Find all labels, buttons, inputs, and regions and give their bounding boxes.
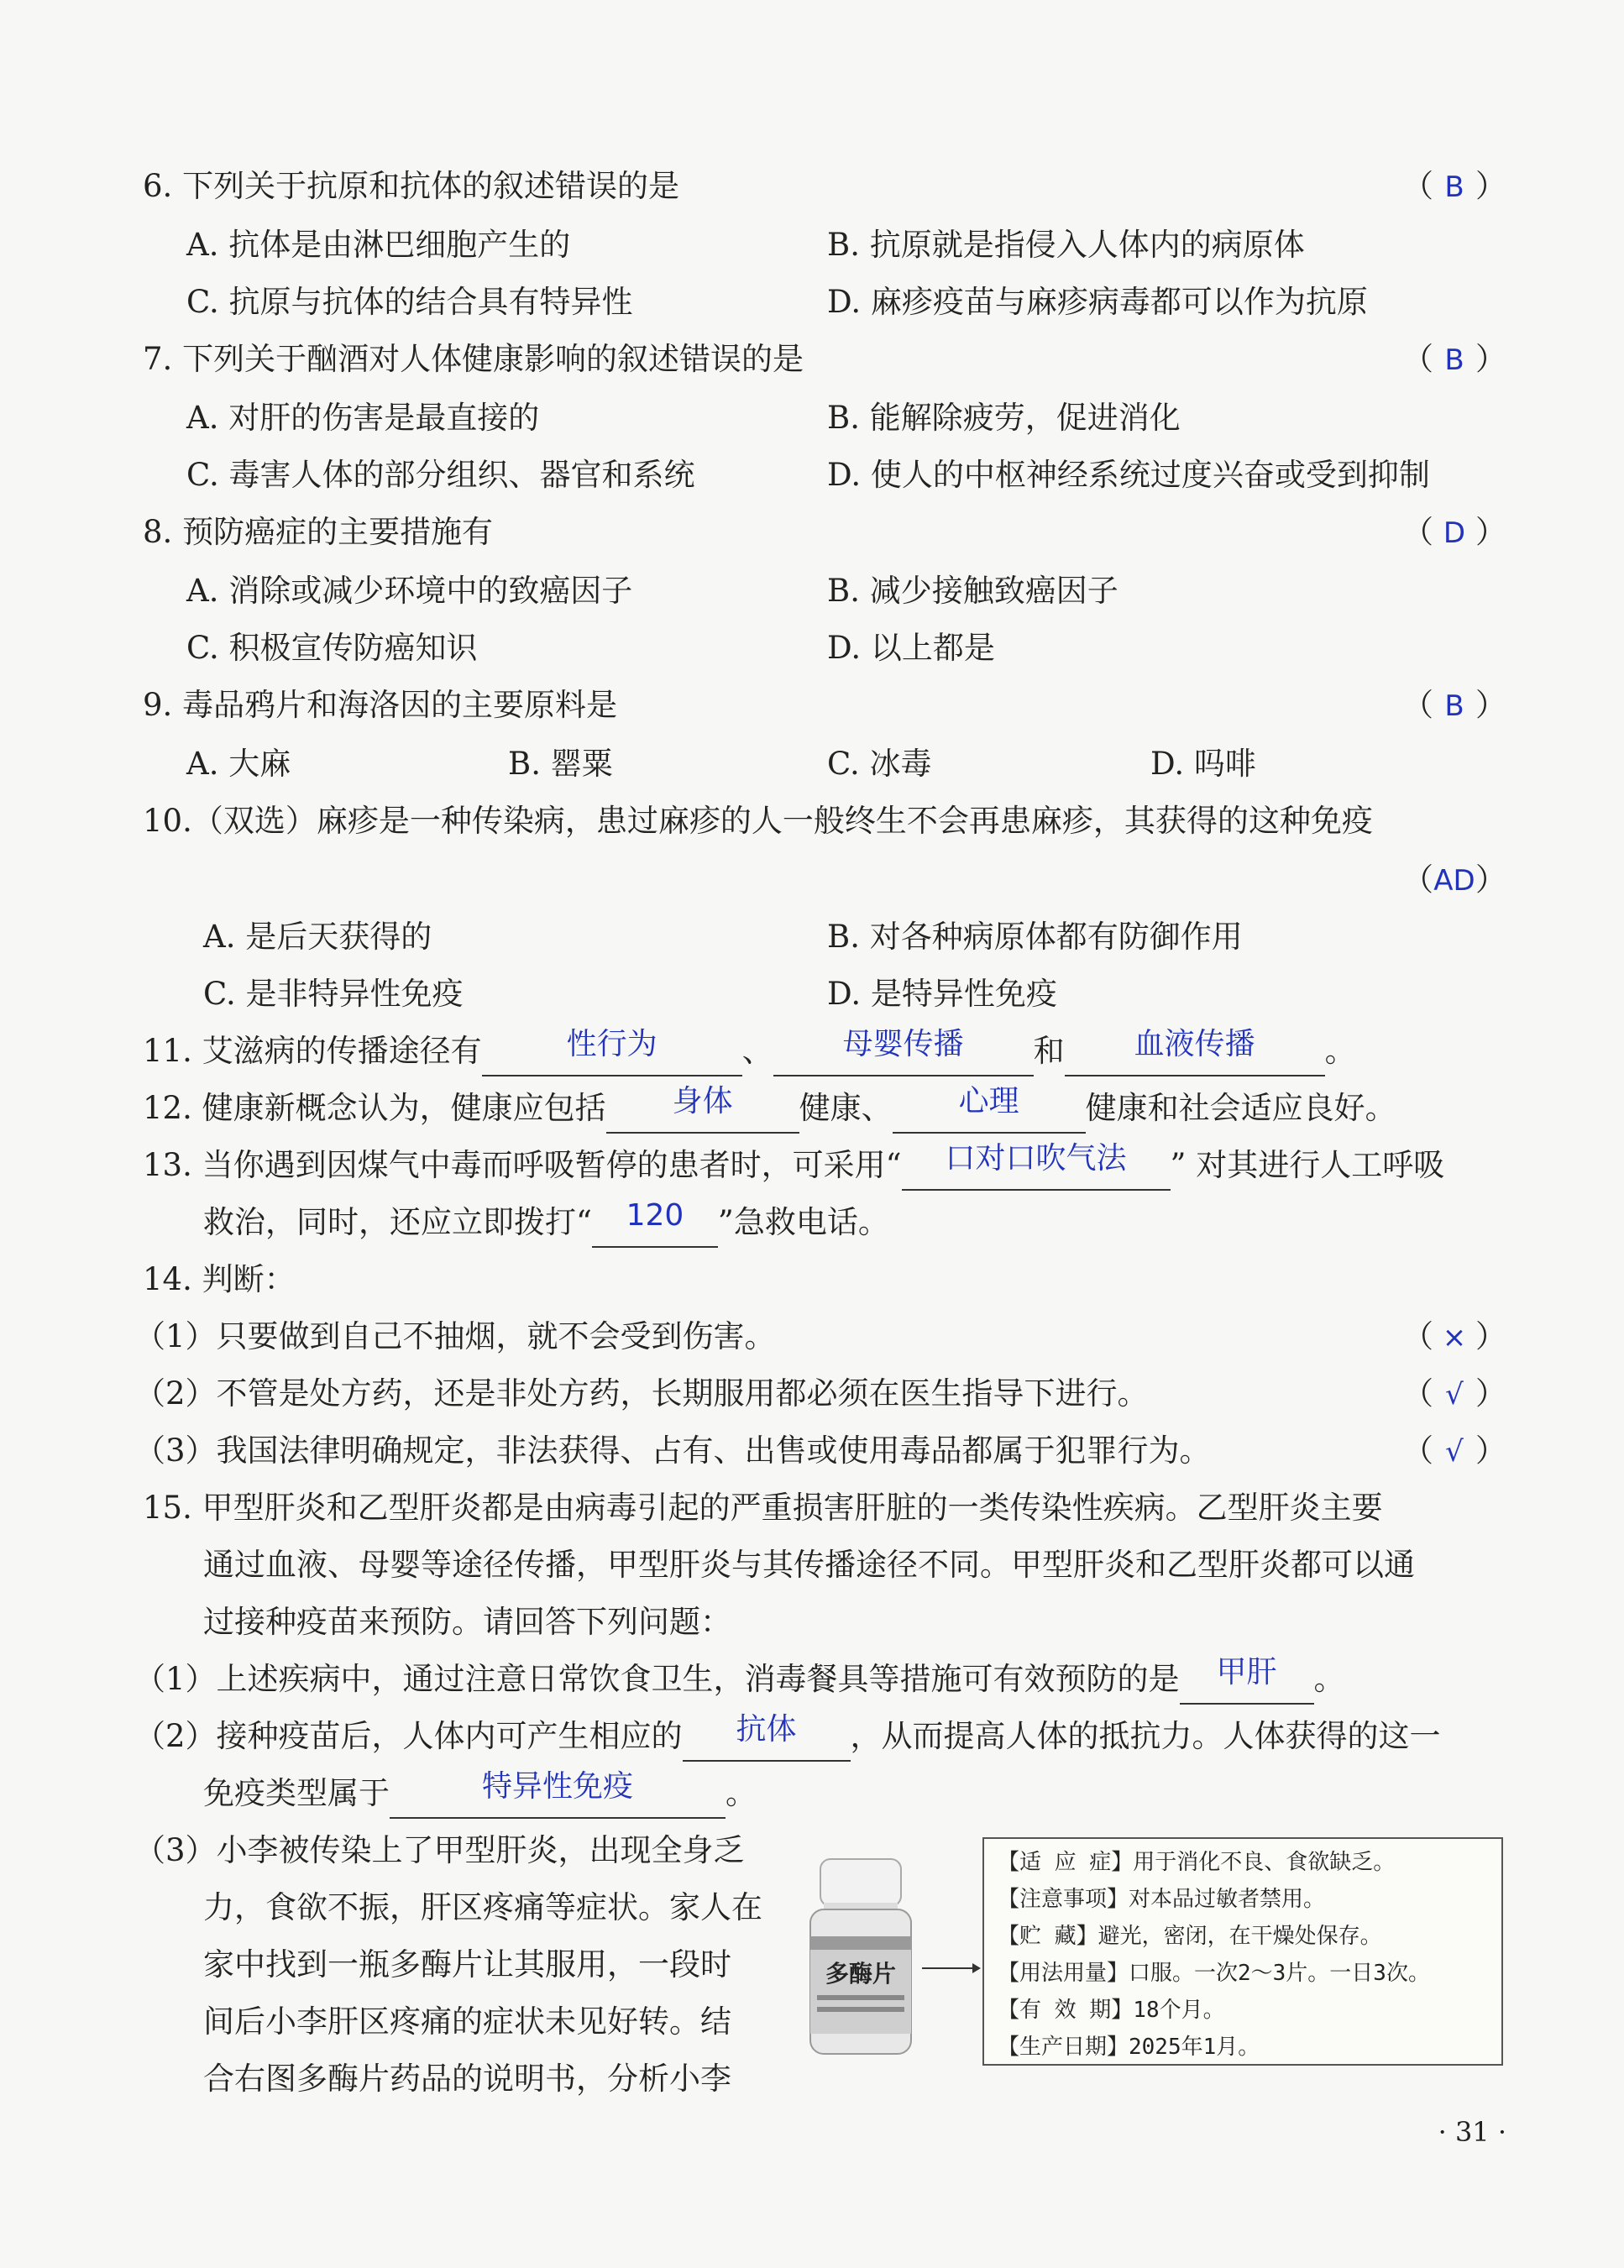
q15-part-3-line-3: 家中找到一瓶多酶片让其服用，一段时 bbox=[203, 1946, 731, 1983]
q11-answer-1: 性行为 bbox=[566, 1027, 657, 1061]
q15-line-3: 过接种疫苗来预防。请回答下列问题： bbox=[203, 1604, 731, 1640]
q6-option-c: C. 抗原与抗体的结合具有特异性 bbox=[186, 284, 633, 320]
q13-line-2 bbox=[203, 1197, 1506, 1248]
q13-answer-2: 120 bbox=[626, 1198, 684, 1233]
q12-prefix: 12. 健康新概念认为，健康应包括 bbox=[143, 1090, 606, 1126]
q15-p2d: 。 bbox=[726, 1775, 757, 1811]
label-production-date: 【生产日期】2025年1月。 bbox=[998, 2035, 1260, 2060]
q9-option-d: D. 吗啡 bbox=[1150, 746, 1256, 782]
q14-item-3: （3）我国法律明确规定，非法获得、占有、出售或使用毒品都属于犯罪行为。 bbox=[134, 1433, 1211, 1469]
q9-option-c: C. 冰毒 bbox=[827, 746, 932, 782]
q15-answer-1: 甲肝 bbox=[1216, 1655, 1277, 1689]
q15-part-3-line-1: （3）小李被传染上了甲型肝炎，出现全身乏 bbox=[134, 1832, 745, 1868]
q6-stem: 6. 下列关于抗原和抗体的叙述错误的是 bbox=[143, 168, 680, 204]
q12 bbox=[143, 1083, 1506, 1134]
q15-part-2-line-1 bbox=[134, 1711, 1506, 1762]
q7-option-b: B. 能解除疲劳，促进消化 bbox=[827, 400, 1181, 436]
q14-item-1-answer: （ × ） bbox=[1402, 1312, 1506, 1363]
q15-p2a: （2）接种疫苗后，人体内可产生相应的 bbox=[134, 1718, 683, 1754]
q15-blank-3[interactable] bbox=[390, 1769, 726, 1819]
q15-answer-3: 特异性免疫 bbox=[481, 1769, 633, 1804]
q10-option-c: C. 是非特异性免疫 bbox=[203, 976, 464, 1012]
q11-answer-2: 母婴传播 bbox=[842, 1027, 964, 1061]
q15-blank-2[interactable] bbox=[683, 1712, 851, 1762]
q7-stem: 7. 下列关于酗酒对人体健康影响的叙述错误的是 bbox=[143, 341, 804, 377]
q15-p1a: （1）上述疾病中，通过注意日常饮食卫生，消毒餐具等措施可有效预防的是 bbox=[134, 1661, 1180, 1697]
q14-item-2-answer: （ √ ） bbox=[1402, 1369, 1506, 1420]
q10-answer: （AD） bbox=[1402, 855, 1506, 906]
q9-option-b: B. 罂粟 bbox=[508, 746, 613, 782]
label-storage: 【贮 藏】避光，密闭，在干燥处保存。 bbox=[998, 1924, 1382, 1949]
q15-blank-1[interactable] bbox=[1180, 1655, 1314, 1705]
q10-stem: 10.（双选）麻疹是一种传染病，患过麻疹的人一般终生不会再患麻疹，其获得的这种免疫 bbox=[143, 803, 1373, 839]
q6-option-d: D. 麻疹疫苗与麻疹病毒都可以作为抗原 bbox=[827, 284, 1368, 320]
q12-answer-2: 心理 bbox=[958, 1084, 1019, 1118]
label-indications: 【适 应 症】用于消化不良、食欲缺乏。 bbox=[998, 1850, 1396, 1875]
q11 bbox=[143, 1026, 1506, 1076]
q13-line2a: 救治，同时，还应立即拨打“ bbox=[203, 1204, 592, 1240]
q14-item-2-mark: √ bbox=[1445, 1378, 1464, 1412]
q11-sep-2: 和 bbox=[1033, 1033, 1065, 1069]
q7-answer-value: B bbox=[1444, 343, 1464, 377]
q9-option-a: A. 大麻 bbox=[186, 746, 291, 782]
q8-option-c: C. 积极宣传防癌知识 bbox=[186, 630, 478, 666]
q10-option-d: D. 是特异性免疫 bbox=[827, 976, 1057, 1012]
bottle-label-text: 多酶片 bbox=[825, 1960, 897, 1988]
q14-item-1: （1）只要做到自己不抽烟，就不会受到伤害。 bbox=[134, 1318, 776, 1354]
q6-option-a: A. 抗体是由淋巴细胞产生的 bbox=[186, 227, 571, 263]
q8-answer: （ D ） bbox=[1402, 507, 1506, 558]
q15-p1b: 。 bbox=[1313, 1661, 1345, 1697]
q10-option-b: B. 对各种病原体都有防御作用 bbox=[827, 919, 1243, 955]
q11-end: 。 bbox=[1324, 1033, 1356, 1069]
q12-answer-1: 身体 bbox=[672, 1084, 733, 1118]
page-number: · 31 · bbox=[1438, 2116, 1506, 2148]
q11-answer-3: 血液传播 bbox=[1134, 1027, 1255, 1061]
q13-answer-1: 口对口吹气法 bbox=[945, 1141, 1127, 1176]
q12-blank-2[interactable] bbox=[893, 1084, 1086, 1134]
q11-sep-1: 、 bbox=[741, 1033, 773, 1069]
q9-answer: （ B ） bbox=[1402, 680, 1506, 731]
q8-stem: 8. 预防癌症的主要措施有 bbox=[143, 514, 494, 550]
q8-answer-value: D bbox=[1443, 516, 1466, 550]
drug-instructions-box bbox=[982, 1837, 1503, 2066]
q13-line-1 bbox=[143, 1140, 1506, 1191]
q12-mid: 健康、 bbox=[799, 1090, 893, 1126]
q11-blank-3[interactable] bbox=[1065, 1027, 1325, 1076]
q13-prefix: 13. 当你遇到因煤气中毒而呼吸暂停的患者时，可采用“ bbox=[143, 1147, 902, 1183]
q11-prefix: 11. 艾滋病的传播途径有 bbox=[143, 1033, 482, 1069]
q6-option-b: B. 抗原就是指侵入人体内的病原体 bbox=[827, 227, 1305, 263]
q13-blank-2[interactable] bbox=[592, 1198, 718, 1248]
q13-mid: ” 对其进行人工呼吸 bbox=[1170, 1147, 1445, 1183]
q15-p2c: 免疫类型属于 bbox=[203, 1775, 390, 1811]
medicine-bottle-image bbox=[802, 1856, 919, 2057]
q15-line-1: 15. 甲型肝炎和乙型肝炎都是由病毒引起的严重损害肝脏的一类传染性疾病。乙型肝炎主要 bbox=[143, 1490, 1383, 1526]
q9-answer-value: B bbox=[1444, 689, 1464, 723]
q10-answer-value: AD bbox=[1433, 864, 1475, 898]
q8-option-a: A. 消除或减少环境中的致癌因子 bbox=[186, 573, 633, 609]
q7-option-c: C. 毒害人体的部分组织、器官和系统 bbox=[186, 457, 695, 493]
q8-option-d: D. 以上都是 bbox=[827, 630, 995, 666]
q14-item-1-mark: × bbox=[1442, 1321, 1467, 1354]
q15-part-3-line-2: 力，食欲不振，肝区疼痛等症状。家人在 bbox=[203, 1889, 762, 1925]
q14-item-3-answer: （ √ ） bbox=[1402, 1426, 1506, 1477]
arrow-icon bbox=[922, 1960, 981, 1977]
q6-answer-value: B bbox=[1444, 170, 1464, 204]
q15-part-3-line-4: 间后小李肝区疼痛的症状未见好转。结 bbox=[203, 2003, 731, 2040]
q11-blank-1[interactable] bbox=[482, 1027, 742, 1076]
q15-p2b: ，从而提高人体的抵抗力。人体获得的这一 bbox=[850, 1718, 1441, 1754]
q6-answer: （ B ） bbox=[1402, 161, 1506, 212]
q7-answer: （ B ） bbox=[1402, 334, 1506, 385]
q14-item-2: （2）不管是处方药，还是非处方药，长期服用都必须在医生指导下进行。 bbox=[134, 1375, 1149, 1412]
q15-line-2: 通过血液、母婴等途径传播，甲型肝炎与其传播途径不同。甲型肝炎和乙型肝炎都可以通 bbox=[203, 1547, 1415, 1583]
q13-line2b: ”急救电话。 bbox=[717, 1204, 889, 1240]
q15-part-1 bbox=[134, 1654, 1506, 1705]
label-precautions: 【注意事项】对本品过敏者禁用。 bbox=[998, 1887, 1326, 1912]
q14-stem: 14. 判断： bbox=[143, 1261, 296, 1297]
label-dosage: 【用法用量】口服。一次2～3片。一日3次。 bbox=[998, 1961, 1430, 1986]
q7-option-a: A. 对肝的伤害是最直接的 bbox=[186, 400, 540, 436]
q15-part-3-line-5: 合右图多酶片药品的说明书，分析小李 bbox=[203, 2061, 731, 2097]
q8-option-b: B. 减少接触致癌因子 bbox=[827, 573, 1118, 609]
q13-blank-1[interactable] bbox=[902, 1141, 1171, 1191]
q10-option-a: A. 是后天获得的 bbox=[203, 919, 432, 955]
q12-blank-1[interactable] bbox=[606, 1084, 799, 1134]
q14-item-3-mark: √ bbox=[1445, 1435, 1464, 1469]
q9-stem: 9. 毒品鸦片和海洛因的主要原料是 bbox=[143, 687, 618, 723]
q12-end: 健康和社会适应良好。 bbox=[1085, 1090, 1396, 1126]
q7-option-d: D. 使人的中枢神经系统过度兴奋或受到抑制 bbox=[827, 457, 1430, 493]
q15-answer-2: 抗体 bbox=[736, 1712, 797, 1747]
label-shelf-life: 【有 效 期】18个月。 bbox=[998, 1998, 1225, 2023]
q15-part-2-line-2 bbox=[203, 1768, 1506, 1819]
q11-blank-2[interactable] bbox=[773, 1027, 1034, 1076]
